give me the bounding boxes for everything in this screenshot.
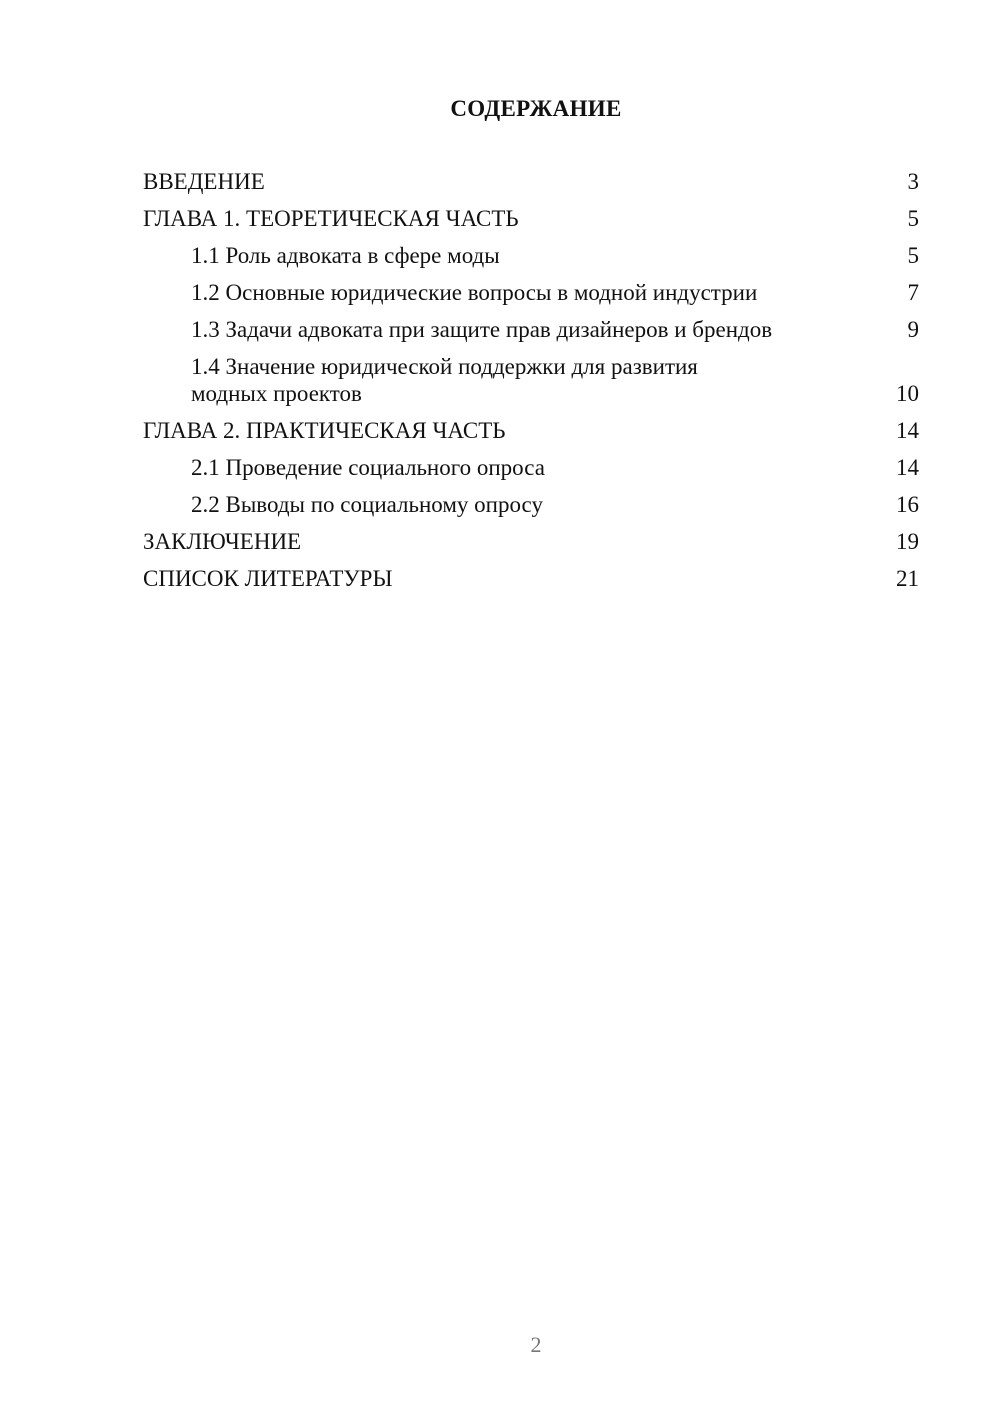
toc-entry-chapter-1[interactable] <box>143 205 919 232</box>
table-of-contents <box>143 168 919 602</box>
toc-entry-page: 19 <box>896 529 919 554</box>
toc-entry-text: ЗАКЛЮЧЕНИЕ <box>143 529 302 554</box>
toc-entry-section-1-1[interactable] <box>143 242 919 269</box>
toc-entry-section-1-3[interactable] <box>143 316 919 343</box>
toc-entry-text: ГЛАВА 1. ТЕОРЕТИЧЕСКАЯ ЧАСТЬ <box>143 206 519 231</box>
toc-entry-page: 5 <box>907 206 919 231</box>
toc-entry-references[interactable] <box>143 565 919 592</box>
toc-entry-page: 16 <box>896 492 919 517</box>
toc-title: СОДЕРЖАНИЕ <box>450 96 622 121</box>
toc-entry-text: ВВЕДЕНИЕ <box>143 169 265 194</box>
toc-entry-section-1-4[interactable] <box>143 353 919 407</box>
toc-entry-page: 9 <box>907 317 919 342</box>
toc-entry-text: 2.2 Выводы по социальному опросу <box>191 492 543 517</box>
toc-entry-page: 5 <box>907 243 919 268</box>
toc-entry-section-2-2[interactable] <box>143 491 919 518</box>
toc-entry-page: 14 <box>896 455 919 480</box>
toc-entry-text: 1.3 Задачи адвоката при защите прав дизайнеров и брендов <box>191 317 773 342</box>
toc-entry-section-1-2[interactable] <box>143 279 919 306</box>
toc-entry-text: 1.1 Роль адвоката в сфере моды <box>191 243 500 268</box>
page-number: 2 <box>530 1332 542 1357</box>
toc-entry-page: 3 <box>907 169 919 194</box>
toc-entry-text: 1.2 Основные юридические вопросы в модной индустрии <box>191 280 758 305</box>
toc-entry-conclusion[interactable] <box>143 528 919 555</box>
toc-entry-page: 21 <box>896 566 919 591</box>
toc-entry-introduction[interactable] <box>143 168 919 195</box>
toc-entry-text: ГЛАВА 2. ПРАКТИЧЕСКАЯ ЧАСТЬ <box>143 418 506 443</box>
toc-entry-text: СПИСОК ЛИТЕРАТУРЫ <box>143 566 393 591</box>
toc-entry-page: 7 <box>907 280 919 305</box>
toc-entry-text: 2.1 Проведение социального опроса <box>191 455 545 480</box>
toc-entry-text: 1.4 Значение юридической поддержки для развития модных проектов <box>191 354 698 406</box>
toc-entry-section-2-1[interactable] <box>143 454 919 481</box>
toc-entry-page: 10 <box>896 381 919 406</box>
toc-entry-chapter-2[interactable] <box>143 417 919 444</box>
toc-entry-page: 14 <box>896 418 919 443</box>
